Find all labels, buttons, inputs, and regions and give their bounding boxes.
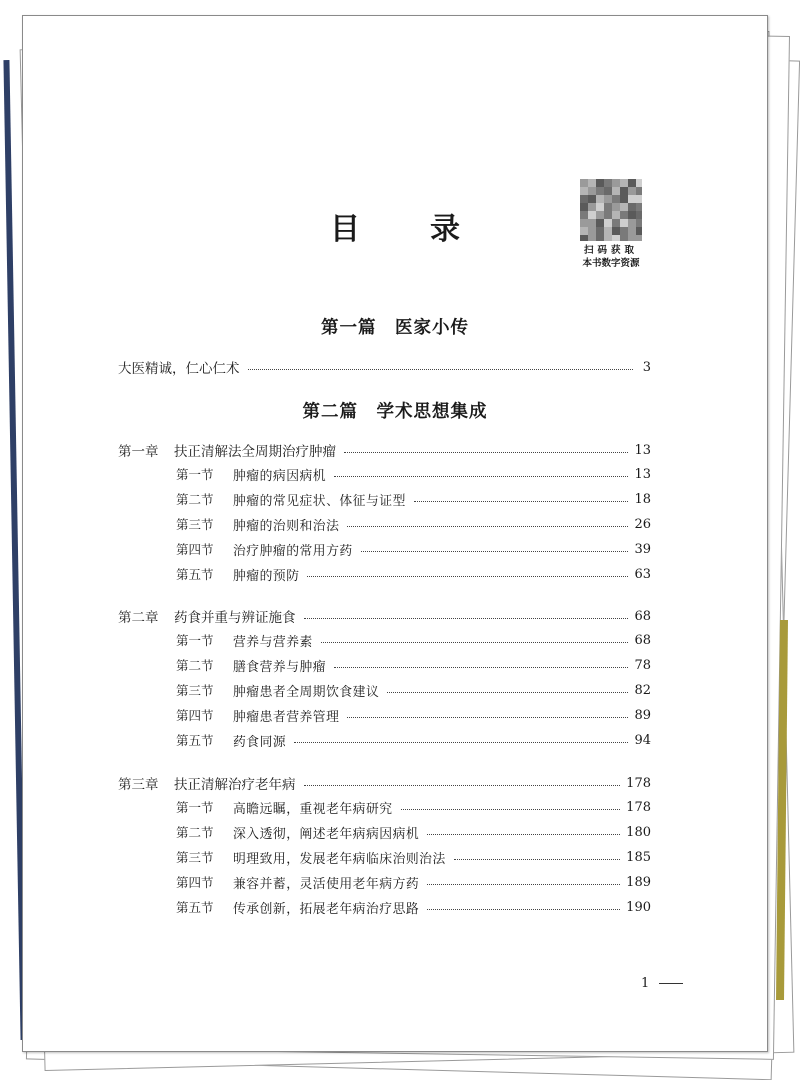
qr-cell (580, 235, 588, 241)
toc-section[interactable] (176, 514, 651, 534)
qr-cell (628, 179, 636, 187)
qr-caption-line1: 扫码获取 (583, 245, 638, 256)
section-title: 膳食营养与肿瘤 (233, 659, 327, 675)
qr-cell (636, 203, 642, 211)
qr-cell (636, 195, 642, 203)
qr-cell (612, 187, 620, 195)
qr-cell (620, 211, 628, 219)
leader-dots (248, 369, 634, 370)
toc-section[interactable] (176, 464, 651, 484)
leader-dots (321, 642, 629, 643)
qr-cell (596, 227, 604, 235)
toc-section[interactable] (176, 655, 651, 675)
qr-cell (596, 195, 604, 203)
leader-dots (361, 551, 629, 552)
section-label: 第二节 (176, 658, 214, 673)
toc-page (22, 15, 768, 1052)
qr-cell (636, 187, 642, 195)
qr-cell (580, 203, 588, 211)
qr-cell (588, 211, 596, 219)
leader-dots (334, 476, 628, 477)
qr-cell (604, 227, 612, 235)
qr-caption-line2: 本书数字资源 (582, 258, 640, 269)
qr-cell (580, 227, 588, 235)
qr-cell (596, 219, 604, 227)
qr-cell (580, 179, 588, 187)
qr-cell (636, 211, 642, 219)
qr-cell (620, 195, 628, 203)
toc-chapter[interactable] (118, 440, 651, 460)
toc-page-number: 180 (626, 824, 651, 840)
toc-page-number: 94 (634, 732, 651, 748)
qr-cell (596, 211, 604, 219)
qr-cell (636, 235, 642, 241)
qr-cell (604, 203, 612, 211)
qr-cell (612, 203, 620, 211)
toc-page-number: 68 (634, 632, 651, 648)
toc-page-number: 89 (634, 707, 651, 723)
toc-entry-title: 大医精诚，仁心仁术 (118, 361, 240, 377)
section-label: 第二节 (176, 825, 214, 840)
qr-code-block[interactable] (576, 179, 646, 270)
qr-cell (596, 179, 604, 187)
leader-dots (387, 692, 628, 693)
qr-cell (628, 227, 636, 235)
section-label: 第一节 (176, 633, 214, 648)
section-label: 第一节 (176, 800, 214, 815)
qr-cell (588, 203, 596, 211)
section-label: 第四节 (176, 708, 214, 723)
qr-cell (588, 195, 596, 203)
section-label: 第五节 (176, 567, 214, 582)
qr-cell (636, 219, 642, 227)
folio-number: 1 (641, 976, 650, 991)
qr-cell (580, 195, 588, 203)
section-title: 明理致用，发展老年病临床治则治法 (233, 851, 446, 867)
leader-dots (294, 742, 628, 743)
qr-cell (612, 227, 620, 235)
toc-section[interactable] (176, 564, 651, 584)
section-title: 肿瘤的常见症状、体征与证型 (233, 493, 406, 509)
toc-section[interactable] (176, 847, 651, 867)
qr-cell (604, 211, 612, 219)
leader-dots (454, 859, 620, 860)
section-label: 第一节 (176, 467, 214, 482)
qr-cell (612, 179, 620, 187)
folio-dash (659, 983, 683, 984)
chapter-label: 第一章 (118, 444, 159, 460)
qr-cell (596, 187, 604, 195)
leader-dots (427, 884, 620, 885)
section-label: 第四节 (176, 875, 214, 890)
qr-cell (588, 219, 596, 227)
toc-section[interactable] (176, 680, 651, 700)
section-label: 第三节 (176, 683, 214, 698)
toc-page-number: 63 (634, 566, 651, 582)
chapter-label: 第三章 (118, 777, 159, 793)
toc-section[interactable] (176, 822, 651, 842)
toc-chapter[interactable] (118, 606, 651, 626)
qr-cell (620, 235, 628, 241)
toc-section[interactable] (176, 539, 651, 559)
chapter-title: 扶正清解治疗老年病 (174, 777, 296, 793)
toc-page-number: 185 (626, 849, 651, 865)
leader-dots (304, 618, 629, 619)
toc-section[interactable] (176, 897, 651, 917)
toc-chapter[interactable] (118, 773, 651, 793)
section-title: 营养与营养素 (233, 634, 313, 650)
qr-cell (612, 219, 620, 227)
leader-dots (401, 809, 621, 810)
leader-dots (307, 576, 628, 577)
section-title: 肿瘤的治则和治法 (233, 518, 340, 534)
qr-cell (588, 179, 596, 187)
leader-dots (427, 909, 620, 910)
section-title: 深入透彻，阐述老年病病因病机 (233, 826, 420, 842)
leader-dots (344, 452, 628, 453)
section-title: 肿瘤患者营养管理 (233, 709, 340, 725)
toc-page-number: 13 (634, 466, 651, 482)
toc-section[interactable] (176, 730, 651, 750)
toc-section[interactable] (176, 797, 651, 817)
qr-cell (620, 187, 628, 195)
section-label: 第四节 (176, 542, 214, 557)
qr-cell (588, 227, 596, 235)
leader-dots (347, 717, 628, 718)
toc-section[interactable] (176, 705, 651, 725)
qr-cell (604, 235, 612, 241)
qr-cell (596, 203, 604, 211)
leader-dots (304, 785, 621, 786)
section-title: 高瞻远瞩，重视老年病研究 (233, 801, 393, 817)
qr-cell (636, 179, 642, 187)
qr-cell (628, 195, 636, 203)
section-label: 第三节 (176, 850, 214, 865)
qr-cell (580, 187, 588, 195)
toc-page-number: 82 (634, 682, 651, 698)
qr-cell (620, 219, 628, 227)
qr-cell (604, 219, 612, 227)
qr-cell (588, 235, 596, 241)
toc-page-number: 13 (634, 442, 651, 458)
leader-dots (427, 834, 620, 835)
qr-cell (628, 235, 636, 241)
page-folio (641, 976, 683, 991)
toc-page-number: 178 (626, 799, 651, 815)
toc-entry[interactable] (118, 357, 651, 377)
toc-page-number: 3 (642, 359, 651, 375)
qr-cell (604, 195, 612, 203)
section-title: 传承创新，拓展老年病治疗思路 (233, 901, 420, 917)
qr-cell (628, 203, 636, 211)
toc-section[interactable] (176, 489, 651, 509)
qr-cell (620, 179, 628, 187)
qr-cell (580, 211, 588, 219)
toc-page-number: 178 (626, 775, 651, 791)
section-label: 第三节 (176, 517, 214, 532)
toc-page-number: 78 (634, 657, 651, 673)
qr-code-icon[interactable] (580, 179, 642, 241)
toc-page-number: 189 (626, 874, 651, 890)
section-label: 第五节 (176, 900, 214, 915)
section-label: 第二节 (176, 492, 214, 507)
leader-dots (414, 501, 629, 502)
chapter-title: 药食并重与辨证施食 (174, 610, 296, 626)
part-title: 第一篇 医家小传 (321, 318, 469, 338)
qr-caption (576, 244, 646, 270)
qr-cell (604, 179, 612, 187)
toc-page-number: 18 (634, 491, 651, 507)
qr-cell (604, 187, 612, 195)
toc-page-number: 26 (634, 516, 651, 532)
qr-cell (596, 235, 604, 241)
chapter-title: 扶正清解法全周期治疗肿瘤 (174, 444, 336, 460)
page-title: 目 录 (330, 212, 480, 247)
qr-cell (580, 219, 588, 227)
chapter-label: 第二章 (118, 610, 159, 626)
section-title: 肿瘤患者全周期饮食建议 (233, 684, 380, 700)
section-title: 兼容并蓄，灵活使用老年病方药 (233, 876, 420, 892)
section-label: 第五节 (176, 733, 214, 748)
qr-cell (636, 227, 642, 235)
section-title: 肿瘤的病因病机 (233, 468, 327, 484)
qr-cell (612, 211, 620, 219)
toc-page-number: 190 (626, 899, 651, 915)
part-title: 第二篇 学术思想集成 (302, 402, 488, 422)
section-title: 肿瘤的预防 (233, 568, 300, 584)
qr-cell (628, 211, 636, 219)
leader-dots (347, 526, 628, 527)
qr-cell (628, 219, 636, 227)
toc-section[interactable] (176, 630, 651, 650)
qr-cell (612, 195, 620, 203)
section-title: 药食同源 (233, 734, 287, 750)
qr-cell (620, 203, 628, 211)
leader-dots (334, 667, 628, 668)
qr-cell (628, 187, 636, 195)
toc-page-number: 68 (634, 608, 651, 624)
qr-cell (612, 235, 620, 241)
section-title: 治疗肿瘤的常用方药 (233, 543, 353, 559)
qr-cell (620, 227, 628, 235)
toc-page-number: 39 (634, 541, 651, 557)
toc-section[interactable] (176, 872, 651, 892)
qr-cell (588, 187, 596, 195)
